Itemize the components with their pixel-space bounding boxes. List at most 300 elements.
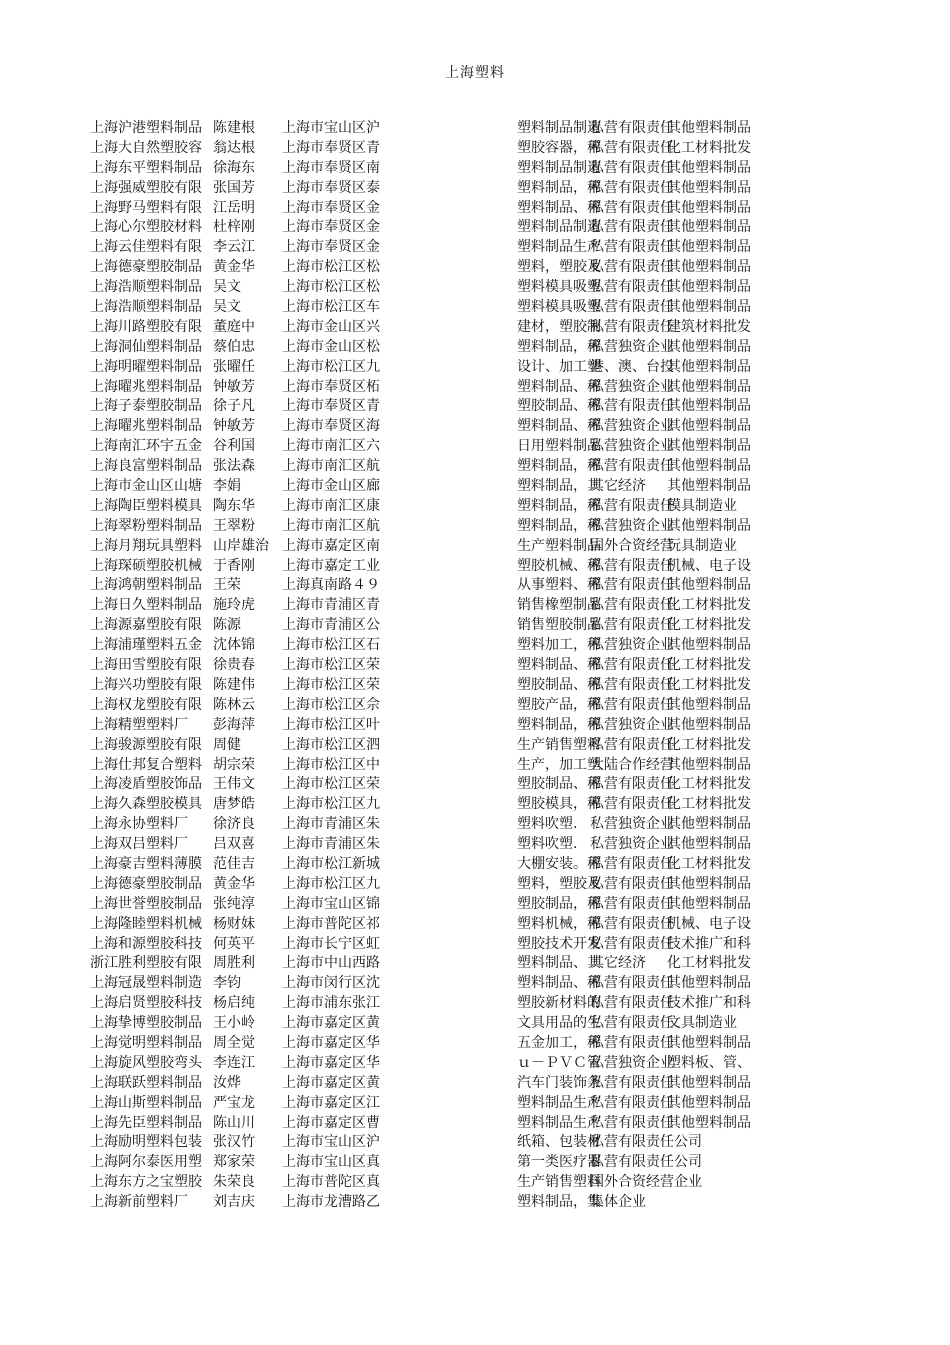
enterprise-type-cell: 私营有限责任 — [590, 557, 674, 574]
table-row — [90, 437, 790, 457]
enterprise-type-cell: 私营有限责任 — [590, 696, 674, 713]
industry-cell: 技术推广和科 — [667, 935, 751, 952]
enterprise-type-cell: 私营有限责任 — [590, 895, 674, 912]
enterprise-type-cell: 私营有限责任 — [590, 159, 674, 176]
enterprise-type-cell: 私营有限责任 — [590, 199, 674, 216]
legal-representative-cell: 翁达根 — [213, 139, 255, 156]
address-cell: 上海市奉贤区青 — [282, 398, 380, 415]
legal-representative-cell: 张曜任 — [213, 358, 255, 375]
business-scope-cell: 销售橡塑制品 — [517, 597, 601, 614]
business-scope-cell: 第一类医疗器 — [517, 1154, 601, 1171]
enterprise-type-cell: 私营有限责任 — [590, 279, 674, 296]
business-scope-cell: 塑料制品，稀 — [517, 517, 601, 534]
address-cell: 上海市金山区兴 — [282, 318, 380, 335]
legal-representative-cell: 周胜利 — [213, 955, 255, 972]
industry-cell: 其他塑料制品 — [667, 179, 751, 196]
address-cell: 上海市浦东张江 — [282, 995, 380, 1012]
address-cell: 上海市松江区九 — [282, 358, 380, 375]
enterprise-type-cell: 私营有限责任 — [590, 915, 674, 932]
industry-cell: 化工材料批发 — [667, 676, 751, 693]
address-cell: 上海市奉贤区金 — [282, 219, 380, 236]
table-row — [90, 915, 790, 935]
business-scope-cell: 塑料吹塑. — [517, 816, 578, 833]
table-row — [90, 775, 790, 795]
address-cell: 上海市松江区车 — [282, 299, 380, 316]
company-name-cell: 上海启贤塑胶科技 — [90, 995, 202, 1012]
address-cell: 上海市宝山区真 — [282, 1154, 380, 1171]
industry-cell: 其他塑料制品 — [667, 378, 751, 395]
legal-representative-cell: 沈体锦 — [213, 637, 255, 654]
enterprise-type-cell: 私营独资企业 — [590, 418, 674, 435]
legal-representative-cell: 徐济良 — [213, 816, 255, 833]
address-cell: 上海市普陀区祁 — [282, 915, 380, 932]
address-cell: 上海市普陀区真 — [282, 1174, 380, 1191]
address-cell: 上海市嘉定区华 — [282, 1034, 380, 1051]
legal-representative-cell: 蔡伯忠 — [213, 338, 255, 355]
legal-representative-cell: 陈建根 — [213, 120, 255, 136]
industry-cell: 其他塑料制品 — [667, 438, 751, 455]
industry-cell: 化工材料批发 — [667, 736, 751, 753]
legal-representative-cell: 陈建伟 — [213, 676, 255, 693]
company-name-cell: 上海新前塑料厂 — [90, 1194, 188, 1211]
address-cell: 上海市南汇区航 — [282, 517, 380, 534]
enterprise-type-cell: 私营有限责任 — [590, 577, 674, 594]
legal-representative-cell: 彭海萍 — [213, 716, 255, 733]
business-scope-cell: 塑料，塑胶及 — [517, 875, 601, 892]
company-name-cell: 上海挚博塑胶制品 — [90, 1015, 202, 1032]
enterprise-type-cell: 私营有限责任 — [590, 1015, 674, 1032]
company-name-cell: 上海鸿朝塑料制品 — [90, 577, 202, 594]
company-name-cell: 上海川路塑胶有限 — [90, 318, 202, 335]
industry-cell: 化工材料批发 — [667, 617, 751, 634]
industry-cell: 其他塑料制品 — [667, 259, 751, 276]
legal-representative-cell: 何英平 — [213, 935, 255, 952]
business-scope-cell: 塑料制品、稀 — [517, 657, 601, 674]
table-row — [90, 358, 790, 378]
legal-representative-cell: 董庭中 — [213, 318, 255, 335]
address-cell: 上海市闵行区沈 — [282, 975, 380, 992]
industry-cell: 其他塑料制品 — [667, 975, 751, 992]
address-cell: 上海市奉贤区青 — [282, 139, 380, 156]
company-name-cell: 上海和源塑胶科技 — [90, 935, 202, 952]
enterprise-type-cell: 私营有限责任 — [590, 120, 674, 136]
business-scope-cell: 塑料制品，稀 — [517, 497, 601, 514]
industry-cell: 其他塑料制品 — [667, 478, 751, 495]
legal-representative-cell: 周全觉 — [213, 1034, 255, 1051]
business-scope-cell: 大棚安装。稀 — [517, 855, 601, 872]
company-name-cell: 上海良富塑料制品 — [90, 458, 202, 475]
table-row — [90, 497, 790, 517]
table-row — [90, 815, 790, 835]
table-row — [90, 875, 790, 895]
company-name-cell: 上海浩顺塑料制品 — [90, 299, 202, 316]
industry-cell: 其他塑料制品 — [667, 816, 751, 833]
company-name-cell: 上海德豪塑胶制品 — [90, 875, 202, 892]
business-scope-cell: 塑料吹塑. — [517, 836, 578, 853]
enterprise-type-cell: 国外合资经营 — [590, 537, 674, 554]
enterprise-type-cell: 私营有限责任 — [590, 796, 674, 813]
table-row — [90, 457, 790, 477]
industry-cell: 化工材料批发 — [667, 955, 751, 972]
enterprise-type-cell: 集体企业 — [590, 1194, 646, 1211]
enterprise-type-cell: 私营有限责任 — [590, 855, 674, 872]
enterprise-type-cell: 私营有限责任 — [590, 935, 674, 952]
legal-representative-cell: 刘吉庆 — [213, 1194, 255, 1211]
company-name-cell: 上海浩顺塑料制品 — [90, 279, 202, 296]
industry-cell: 其他塑料制品 — [667, 279, 751, 296]
business-scope-cell: 塑料制品制造 — [517, 120, 601, 136]
table-row — [90, 557, 790, 577]
business-scope-cell: 塑料制品，其 — [517, 478, 601, 495]
address-cell: 上海市青浦区朱 — [282, 816, 380, 833]
enterprise-type-cell: 私营独资企业 — [590, 816, 674, 833]
industry-cell: 其他塑料制品 — [667, 219, 751, 236]
company-name-cell: 上海野马塑料有限 — [90, 199, 202, 216]
business-scope-cell: 纸箱、包装材 — [517, 1134, 601, 1151]
legal-representative-cell: 李云江 — [213, 239, 255, 256]
enterprise-type-cell: 私营有限责任 — [590, 1114, 674, 1131]
business-scope-cell: 生产销售塑料 — [517, 736, 601, 753]
enterprise-type-cell: 私营有限责任 — [590, 139, 674, 156]
address-cell: 上海市松江区佘 — [282, 696, 380, 713]
company-name-cell: 上海曜兆塑料制品 — [90, 378, 202, 395]
business-scope-cell: 塑胶产品，稀 — [517, 696, 601, 713]
industry-cell: 化工材料批发 — [667, 855, 751, 872]
industry-cell: 其他塑料制品 — [667, 458, 751, 475]
company-name-cell: 上海山斯塑料制品 — [90, 1094, 202, 1111]
address-cell: 上海市嘉定区华 — [282, 1054, 380, 1071]
legal-representative-cell: 杨启纯 — [213, 995, 255, 1012]
company-name-cell: 上海东方之宝塑胶 — [90, 1174, 202, 1191]
table-row — [90, 954, 790, 974]
industry-cell: 其他塑料制品 — [667, 836, 751, 853]
legal-representative-cell: 山岸雄治 — [213, 537, 269, 554]
business-scope-cell: 塑料，塑胶及 — [517, 259, 601, 276]
legal-representative-cell: 张纯淳 — [213, 895, 255, 912]
enterprise-type-cell: 私营有限责任 — [590, 219, 674, 236]
industry-cell: 玩具制造业 — [667, 537, 737, 554]
business-scope-cell: 塑胶制品、稀 — [517, 676, 601, 693]
company-name-cell: 上海先臣塑料制品 — [90, 1114, 202, 1131]
legal-representative-cell: 张国芳 — [213, 179, 255, 196]
legal-representative-cell: 李娟 — [213, 478, 241, 495]
enterprise-type-cell: 私营独资企业 — [590, 438, 674, 455]
company-name-cell: 上海田雪塑胶有限 — [90, 657, 202, 674]
company-name-cell: 上海云佳塑料有限 — [90, 239, 202, 256]
company-name-cell: 上海浦瑾塑料五金 — [90, 637, 202, 654]
address-cell: 上海市嘉定区黄 — [282, 1074, 380, 1091]
company-name-cell: 上海旋风塑胶弯头 — [90, 1054, 202, 1071]
company-name-cell: 上海精塑塑料厂 — [90, 716, 188, 733]
industry-cell: 其他塑料制品 — [667, 756, 751, 773]
enterprise-type-cell: 私营独资企业 — [590, 1054, 674, 1071]
business-scope-cell: 塑料制品制造 — [517, 159, 601, 176]
enterprise-type-cell: 私营独资企业 — [590, 338, 674, 355]
business-scope-cell: 塑胶新材料的 — [517, 995, 601, 1012]
address-cell: 上海市嘉定区黄 — [282, 1015, 380, 1032]
business-scope-cell: 塑料制品，集 — [517, 1194, 601, 1211]
company-name-cell: 上海洞仙塑料制品 — [90, 338, 202, 355]
industry-cell: 其他塑料制品 — [667, 577, 751, 594]
table-row — [90, 1153, 790, 1173]
table-row — [90, 1074, 790, 1094]
address-cell: 上海市松江区石 — [282, 637, 380, 654]
table-row — [90, 1173, 790, 1193]
legal-representative-cell: 朱荣良 — [213, 1174, 255, 1191]
industry-cell: 其他塑料制品 — [667, 637, 751, 654]
address-cell: 上海市南汇区康 — [282, 497, 380, 514]
business-scope-cell: 塑料制品，稀 — [517, 338, 601, 355]
company-name-cell: 上海翠粉塑料制品 — [90, 517, 202, 534]
table-row — [90, 159, 790, 179]
industry-cell: 机械、电子设 — [667, 915, 751, 932]
table-row — [90, 517, 790, 537]
table-row — [90, 895, 790, 915]
legal-representative-cell: 杨财妹 — [213, 915, 255, 932]
table-row — [90, 378, 790, 398]
table-row — [90, 477, 790, 497]
legal-representative-cell: 吴文 — [213, 279, 241, 296]
company-name-cell: 浙江胜利塑胶有限 — [90, 955, 202, 972]
industry-cell: 建筑材料批发 — [667, 318, 751, 335]
address-cell: 上海市嘉定工业 — [282, 557, 380, 574]
business-scope-cell: ｕ－ＰＶＣ管 — [517, 1054, 601, 1071]
table-row — [90, 935, 790, 955]
company-name-cell: 上海冠晟塑料制造 — [90, 975, 202, 992]
business-scope-cell: 塑胶容器，稀 — [517, 139, 601, 156]
business-scope-cell: 塑料制品生产 — [517, 1114, 601, 1131]
table-row — [90, 318, 790, 338]
address-cell: 上海市南汇区六 — [282, 438, 380, 455]
table-row — [90, 855, 790, 875]
business-scope-cell: 生产塑料制品 — [517, 537, 601, 554]
legal-representative-cell: 施玲虎 — [213, 597, 255, 614]
table-row — [90, 537, 790, 557]
enterprise-type-cell: 大陆合作经营 — [590, 756, 674, 773]
business-scope-cell: 汽车门装饰条 — [517, 1074, 601, 1091]
company-name-cell: 上海南汇环宇五金 — [90, 438, 202, 455]
legal-representative-cell: 徐贵春 — [213, 657, 255, 674]
address-cell: 上海市奉贤区金 — [282, 199, 380, 216]
business-scope-cell: 塑料制品，稀 — [517, 458, 601, 475]
enterprise-type-cell: 私营有限责任 — [590, 736, 674, 753]
enterprise-type-cell: 私营有限责任 — [590, 676, 674, 693]
enterprise-type-cell: 私营有限责任 — [590, 975, 674, 992]
table-row — [90, 676, 790, 696]
legal-representative-cell: 杜梓刚 — [213, 219, 255, 236]
enterprise-type-cell: 港、澳、台投 — [590, 358, 674, 375]
company-name-cell: 上海永协塑料厂 — [90, 816, 188, 833]
industry-cell: 化工材料批发 — [667, 657, 751, 674]
enterprise-type-cell: 私营有限责任 — [590, 179, 674, 196]
industry-cell: 其他塑料制品 — [667, 299, 751, 316]
legal-representative-cell: 陈源 — [213, 617, 241, 634]
address-cell: 上海市奉贤区海 — [282, 418, 380, 435]
address-cell: 上海市松江区中 — [282, 756, 380, 773]
address-cell: 上海市奉贤区金 — [282, 239, 380, 256]
enterprise-type-cell: 私营有限责任 — [590, 259, 674, 276]
business-scope-cell: 塑料制品、稀 — [517, 199, 601, 216]
company-name-cell: 上海源嘉塑胶有限 — [90, 617, 202, 634]
business-scope-cell: 塑料制品生产 — [517, 239, 601, 256]
legal-representative-cell: 黄金华 — [213, 875, 255, 892]
table-row — [90, 596, 790, 616]
table-row — [90, 119, 790, 139]
table-row — [90, 835, 790, 855]
enterprise-type-cell: 私营有限责任 — [590, 497, 674, 514]
business-scope-cell: 塑料制品、稀 — [517, 378, 601, 395]
industry-cell: 其他塑料制品 — [667, 696, 751, 713]
business-scope-cell: 塑料制品制造 — [517, 219, 601, 236]
business-scope-cell: 塑料制品生产 — [517, 1094, 601, 1111]
industry-cell: 其他塑料制品 — [667, 418, 751, 435]
business-scope-cell: 塑胶制品、稀 — [517, 398, 601, 415]
enterprise-type-cell: 私营有限责任 — [590, 239, 674, 256]
legal-representative-cell: 郑家荣 — [213, 1154, 255, 1171]
business-scope-cell: 塑胶机械、稀 — [517, 557, 601, 574]
industry-cell: 模具制造业 — [667, 497, 737, 514]
address-cell: 上海真南路４９ — [282, 577, 380, 594]
legal-representative-cell: 范佳吉 — [213, 855, 255, 872]
legal-representative-cell: 陈林云 — [213, 696, 255, 713]
address-cell: 上海市松江区九 — [282, 796, 380, 813]
industry-cell: 机械、电子设 — [667, 557, 751, 574]
company-name-cell: 上海励明塑料包装 — [90, 1134, 202, 1151]
address-cell: 上海市奉贤区泰 — [282, 179, 380, 196]
legal-representative-cell: 吴文 — [213, 299, 241, 316]
table-row — [90, 656, 790, 676]
enterprise-type-cell: 私营有限责任 — [590, 995, 674, 1012]
legal-representative-cell: 李连江 — [213, 1054, 255, 1071]
company-name-cell: 上海东平塑料制品 — [90, 159, 202, 176]
business-scope-cell: 塑料模具吸塑 — [517, 279, 601, 296]
legal-representative-cell: 王小岭 — [213, 1015, 255, 1032]
table-row — [90, 278, 790, 298]
business-scope-cell: 塑料加工，稀 — [517, 637, 601, 654]
company-name-cell: 上海世誉塑胶制品 — [90, 895, 202, 912]
industry-cell: 塑料板、管、 — [667, 1054, 751, 1071]
legal-representative-cell: 王荣 — [213, 577, 241, 594]
business-scope-cell: 从事塑料、稀 — [517, 577, 601, 594]
address-cell: 上海市松江区九 — [282, 875, 380, 892]
company-name-cell: 上海沪港塑料制品 — [90, 120, 202, 136]
address-cell: 上海市嘉定区曹 — [282, 1114, 380, 1131]
enterprise-type-cell: 私营有限责任 — [590, 299, 674, 316]
table-row — [90, 716, 790, 736]
table-row — [90, 1054, 790, 1074]
table-row — [90, 238, 790, 258]
business-scope-cell: 建材，塑胶制 — [517, 318, 601, 335]
table-row — [90, 397, 790, 417]
enterprise-type-cell: 私营有限责任 — [590, 597, 674, 614]
business-scope-cell: 销售塑胶制品 — [517, 617, 601, 634]
company-name-cell: 上海月翔玩具塑料 — [90, 537, 202, 554]
business-scope-cell: 塑料制品、其 — [517, 955, 601, 972]
industry-cell: 其他塑料制品 — [667, 1074, 751, 1091]
address-cell: 上海市松江区泗 — [282, 736, 380, 753]
address-cell: 上海市奉贤区柘 — [282, 378, 380, 395]
enterprise-type-cell: 私营有限责任 — [590, 617, 674, 634]
address-cell: 上海市金山区松 — [282, 338, 380, 355]
industry-cell: 化工材料批发 — [667, 139, 751, 156]
address-cell: 上海市松江区松 — [282, 259, 380, 276]
table-row — [90, 1193, 790, 1213]
company-name-cell: 上海豪吉塑料薄膜 — [90, 855, 202, 872]
table-row — [90, 417, 790, 437]
company-name-cell: 上海明曜塑料制品 — [90, 358, 202, 375]
enterprise-type-cell: 私营独资企业 — [590, 517, 674, 534]
business-scope-cell: 塑料制品、稀 — [517, 418, 601, 435]
business-scope-cell: 塑料制品、稀 — [517, 975, 601, 992]
legal-representative-cell: 周健 — [213, 736, 241, 753]
legal-representative-cell: 汝烨 — [213, 1074, 241, 1091]
company-name-cell: 上海大自然塑胶容 — [90, 139, 202, 156]
legal-representative-cell: 徐海东 — [213, 159, 255, 176]
enterprise-type-cell: 私营独资企业 — [590, 378, 674, 395]
enterprise-type-cell: 私营有限责任 — [590, 458, 674, 475]
legal-representative-cell: 张法森 — [213, 458, 255, 475]
enterprise-type-cell: 私营有限责任 — [590, 318, 674, 335]
enterprise-type-cell: 私营独资企业 — [590, 836, 674, 853]
address-cell: 上海市长宁区虹 — [282, 935, 380, 952]
table-row — [90, 616, 790, 636]
enterprise-type-cell: 私营有限责任 — [590, 875, 674, 892]
enterprise-type-cell: 其它经济 — [590, 955, 646, 972]
industry-cell: 其他塑料制品 — [667, 1034, 751, 1051]
industry-cell: 技术推广和科 — [667, 995, 751, 1012]
industry-cell: 其他塑料制品 — [667, 199, 751, 216]
company-name-cell: 上海权龙塑胶有限 — [90, 696, 202, 713]
table-row — [90, 199, 790, 219]
address-cell: 上海市金山区廊 — [282, 478, 380, 495]
legal-representative-cell: 严宝龙 — [213, 1094, 255, 1111]
address-cell: 上海市松江区荣 — [282, 657, 380, 674]
enterprise-type-cell: 私营独资企业 — [590, 637, 674, 654]
table-row — [90, 1014, 790, 1034]
company-name-cell: 上海日久塑料制品 — [90, 597, 202, 614]
industry-cell: 其他塑料制品 — [667, 1094, 751, 1111]
company-name-cell: 上海阿尔泰医用塑 — [90, 1154, 202, 1171]
table-row — [90, 179, 790, 199]
address-cell: 上海市龙漕路乙 — [282, 1194, 380, 1211]
table-row — [90, 1114, 790, 1134]
table-row — [90, 139, 790, 159]
enterprise-type-cell: 私营有限责任 — [590, 776, 674, 793]
enterprise-type-cell: 私营有限责任公司 — [590, 1154, 702, 1171]
table-row — [90, 756, 790, 776]
enterprise-type-cell: 私营有限责任 — [590, 657, 674, 674]
enterprise-type-cell: 私营有限责任公司 — [590, 1134, 702, 1151]
company-name-cell: 上海市金山区山塘 — [90, 478, 202, 495]
company-name-cell: 上海久森塑胶模具 — [90, 796, 202, 813]
table-row — [90, 298, 790, 318]
company-name-cell: 上海兴功塑胶有限 — [90, 676, 202, 693]
legal-representative-cell: 江岳明 — [213, 199, 255, 216]
industry-cell: 其他塑料制品 — [667, 895, 751, 912]
legal-representative-cell: 王伟文 — [213, 776, 255, 793]
enterprise-type-cell: 私营独资企业 — [590, 716, 674, 733]
legal-representative-cell: 陈山川 — [213, 1114, 255, 1131]
address-cell: 上海市嘉定区南 — [282, 537, 380, 554]
legal-representative-cell: 钟敏芳 — [213, 418, 255, 435]
legal-representative-cell: 于香刚 — [213, 557, 255, 574]
legal-representative-cell: 吕双喜 — [213, 836, 255, 853]
company-name-cell: 上海子泰塑胶制品 — [90, 398, 202, 415]
industry-cell: 其他塑料制品 — [667, 1114, 751, 1131]
business-scope-cell: 塑胶制品，稀 — [517, 895, 601, 912]
legal-representative-cell: 陶东华 — [213, 497, 255, 514]
table-row — [90, 636, 790, 656]
